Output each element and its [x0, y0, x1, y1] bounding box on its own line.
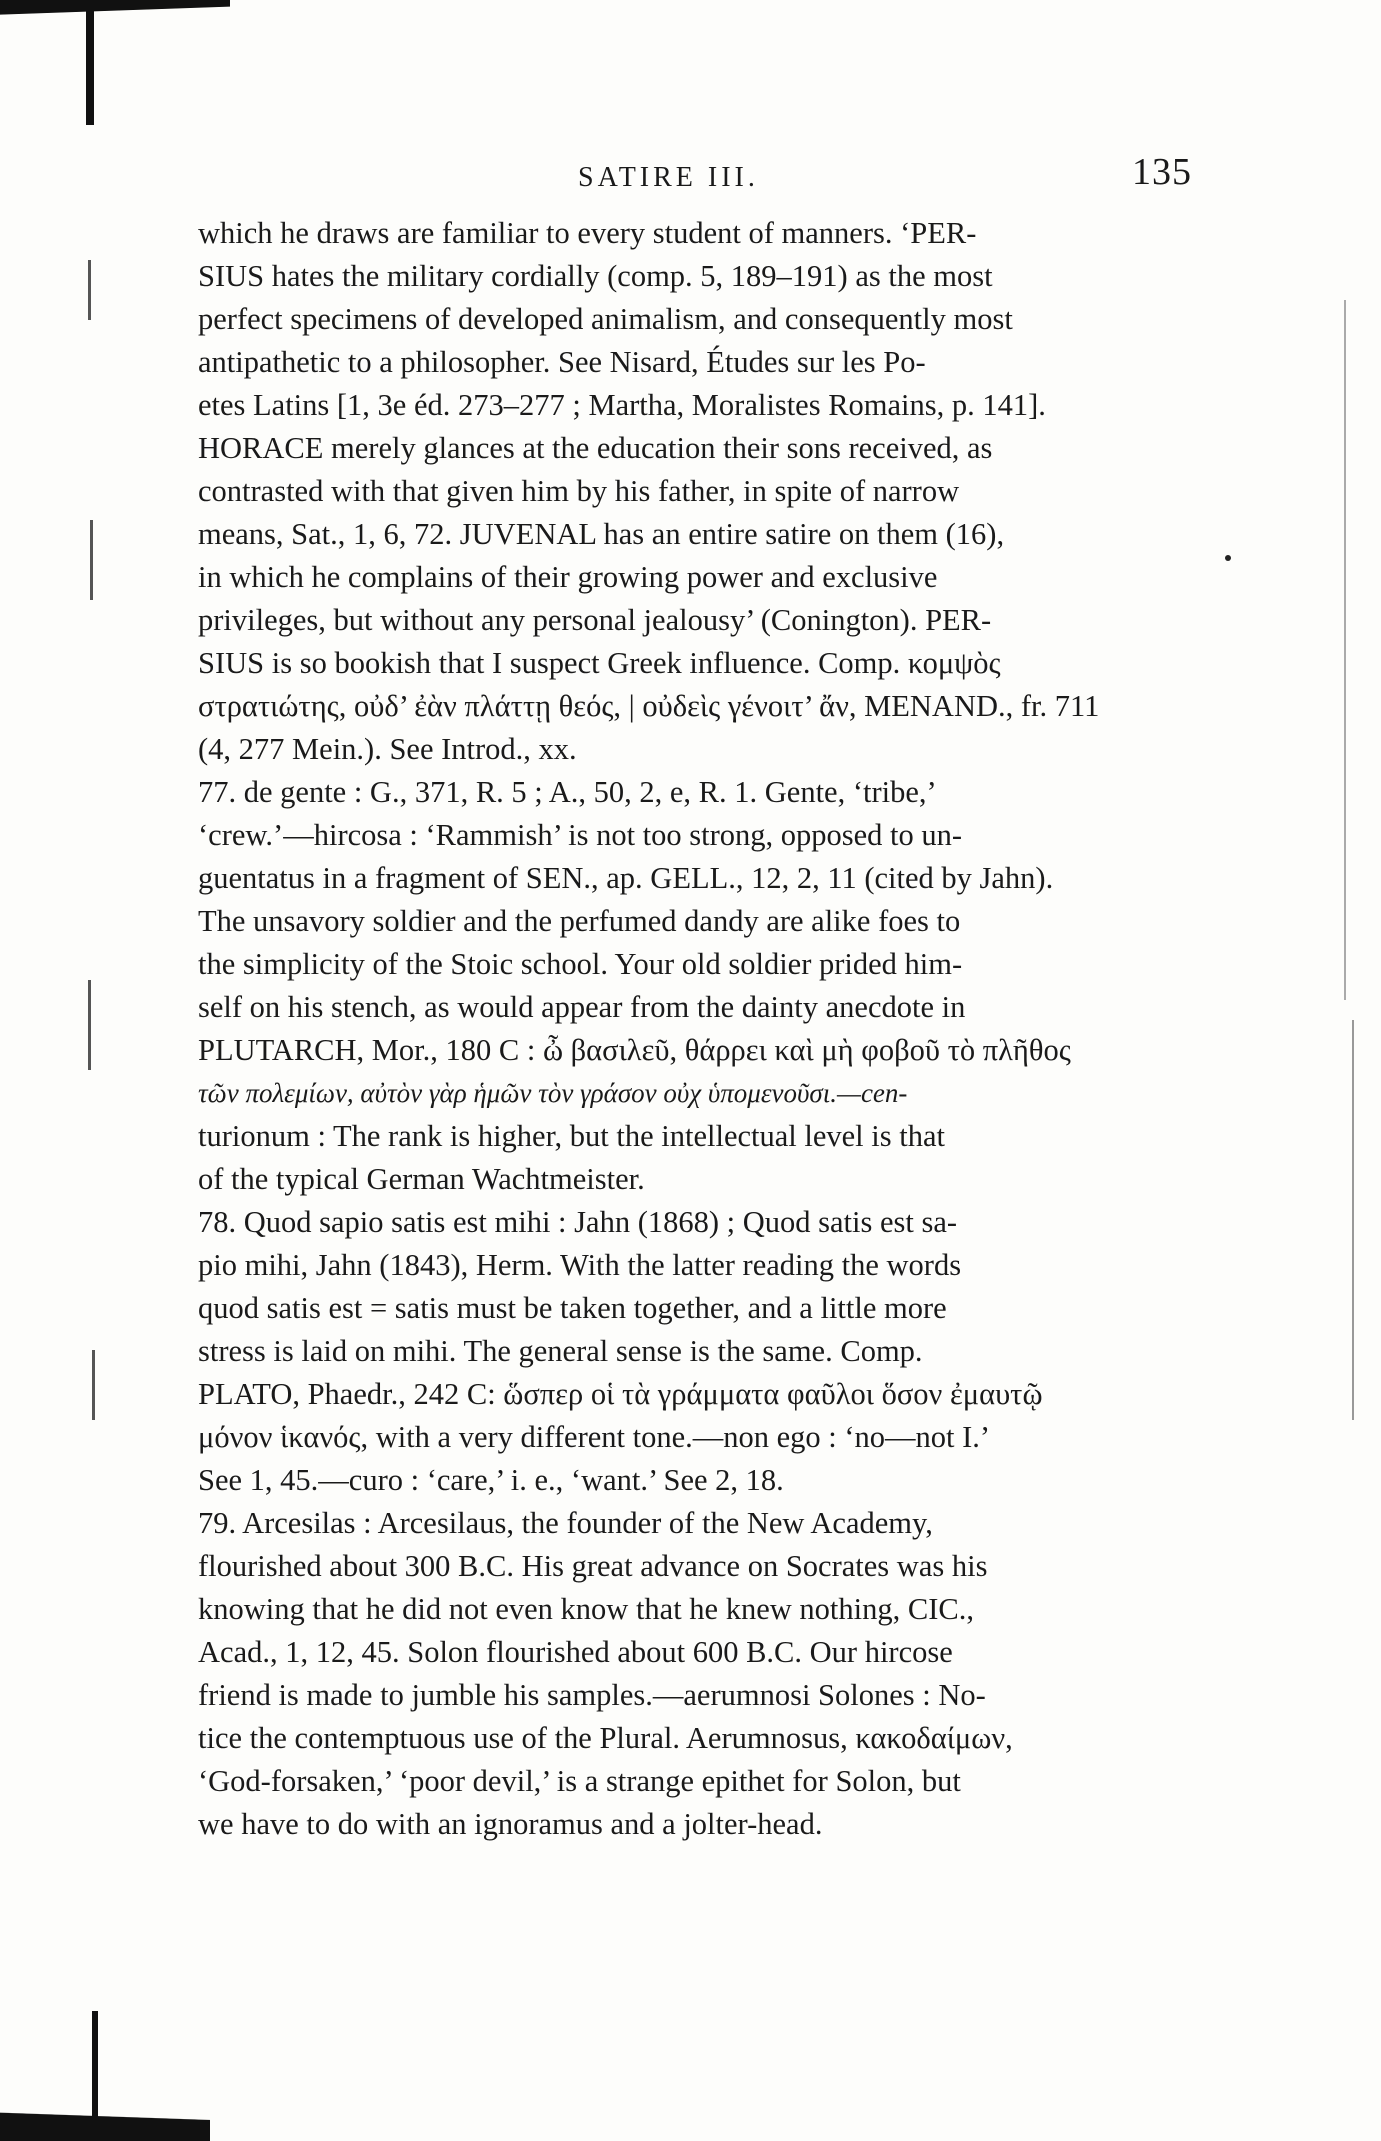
running-title: SATIRE III. — [578, 162, 759, 193]
text-line: the simplicity of the Stoic school. Your old soldier prided him- — [198, 947, 963, 981]
page-number: 135 — [1132, 151, 1192, 193]
text-line: pio mihi, Jahn (1843), Herm. With the latter reading the words — [198, 1248, 962, 1282]
text-line: of the typical German Wachtmeister. — [198, 1162, 645, 1196]
text-line: in which he complains of their growing power and exclusive — [198, 560, 938, 594]
text-line-greek: τῶν πολεμίων, αὐτὸν γὰρ ἡμῶν τὸν γράσον οὐχ ὑπομενοῦσι.—cen- — [198, 1078, 908, 1108]
text-line: privileges, but without any personal jealousy’ (Conington). PER- — [198, 603, 992, 637]
scan-speck — [1352, 1020, 1354, 1420]
text-line: SIUS is so bookish that I suspect Greek influence. Comp. κομψὸς — [198, 646, 1001, 680]
commentary-text — [198, 212, 1198, 1846]
text-line: tice the contemptuous use of the Plural. Aerumnosus, κακοδαίμων, — [198, 1721, 1013, 1755]
scan-edge-mark-bottom — [0, 2086, 210, 2141]
text-line: flourished about 300 B.C. His great advance on Socrates was his — [198, 1549, 988, 1583]
text-line: friend is made to jumble his samples.—aerumnosi Solones : No- — [198, 1678, 986, 1712]
text-line: self on his stench, as would appear from the dainty anecdote in — [198, 990, 966, 1024]
text-line: which he draws are familiar to every student of manners. ‘PER- — [198, 216, 977, 250]
scan-speck — [90, 520, 93, 600]
scan-speck — [92, 1350, 95, 1420]
text-line: (4, 277 Mein.). See Introd., xx. — [198, 732, 577, 766]
scan-edge-stem-bottom — [92, 2011, 98, 2121]
text-line: guentatus in a fragment of SEN., ap. GELL., 12, 2, 11 (cited by Jahn). — [198, 861, 1054, 895]
margin-dot — [1225, 555, 1231, 561]
text-line: μόνον ἱκανός, with a very different tone.—non ego : ‘no—not I.’ — [198, 1420, 991, 1454]
text-line: 78. Quod sapio satis est mihi : Jahn (1868) ; Quod satis est sa- — [198, 1205, 958, 1239]
text-line: στρατιώτης, οὐδ’ ἐὰν πλάττῃ θεός, | οὐδεὶς γένοιτ’ ἄν, MENAND., fr. 711 — [198, 689, 1100, 723]
scan-speck — [88, 980, 91, 1070]
text-line: stress is laid on mihi. The general sense is the same. Comp. — [198, 1334, 923, 1368]
text-line: ‘crew.’—hircosa : ‘Rammish’ is not too strong, opposed to un- — [198, 818, 963, 852]
text-line: ‘God-forsaken,’ ‘poor devil,’ is a strange epithet for Solon, but — [198, 1764, 961, 1798]
text-line: we have to do with an ignoramus and a jolter-head. — [198, 1807, 823, 1841]
text-line: 77. de gente : G., 371, R. 5 ; A., 50, 2, e, R. 1. Gente, ‘tribe,’ — [198, 775, 937, 809]
text-line: PLATO, Phaedr., 242 C: ὥσπερ οἱ τὰ γράμματα φαῦλοι ὅσον ἐμαυτῷ — [198, 1377, 1043, 1411]
text-line: contrasted with that given him by his father, in spite of narrow — [198, 474, 960, 508]
text-line: PLUTARCH, Mor., 180 C : ὦ βασιλεῦ, θάρρει καὶ μὴ φοβοῦ τὸ πλῆθος — [198, 1033, 1071, 1067]
text-line: quod satis est = satis must be taken together, and a little more — [198, 1291, 947, 1325]
text-line: 79. Arcesilas : Arcesilaus, the founder of the New Academy, — [198, 1506, 933, 1540]
book-page — [198, 150, 1198, 1846]
text-line: The unsavory soldier and the perfumed dandy are alike foes to — [198, 904, 961, 938]
scan-speck — [88, 260, 91, 320]
text-line: HORACE merely glances at the education their sons received, as — [198, 431, 993, 465]
text-line: turionum : The rank is higher, but the intellectual level is that — [198, 1119, 945, 1153]
text-line: See 1, 45.—curo : ‘care,’ i. e., ‘want.’ See 2, 18. — [198, 1463, 784, 1497]
text-line: antipathetic to a philosopher. See Nisard, Études sur les Po- — [198, 345, 926, 379]
text-line: SIUS hates the military cordially (comp. 5, 189–191) as the most — [198, 259, 993, 293]
scan-speck — [1344, 300, 1346, 1000]
scan-edge-mark-top — [0, 0, 230, 40]
text-line: perfect specimens of developed animalism, and consequently most — [198, 302, 1013, 336]
text-line: means, Sat., 1, 6, 72. JUVENAL has an entire satire on them (16), — [198, 517, 1005, 551]
page-header — [198, 150, 1198, 212]
scan-edge-stem-top — [86, 0, 94, 125]
text-line: etes Latins [1, 3e éd. 273–277 ; Martha, Moralistes Romains, p. 141]. — [198, 388, 1046, 422]
text-line: Acad., 1, 12, 45. Solon flourished about 600 B.C. Our hircose — [198, 1635, 953, 1669]
text-line: knowing that he did not even know that he knew nothing, CIC., — [198, 1592, 974, 1626]
